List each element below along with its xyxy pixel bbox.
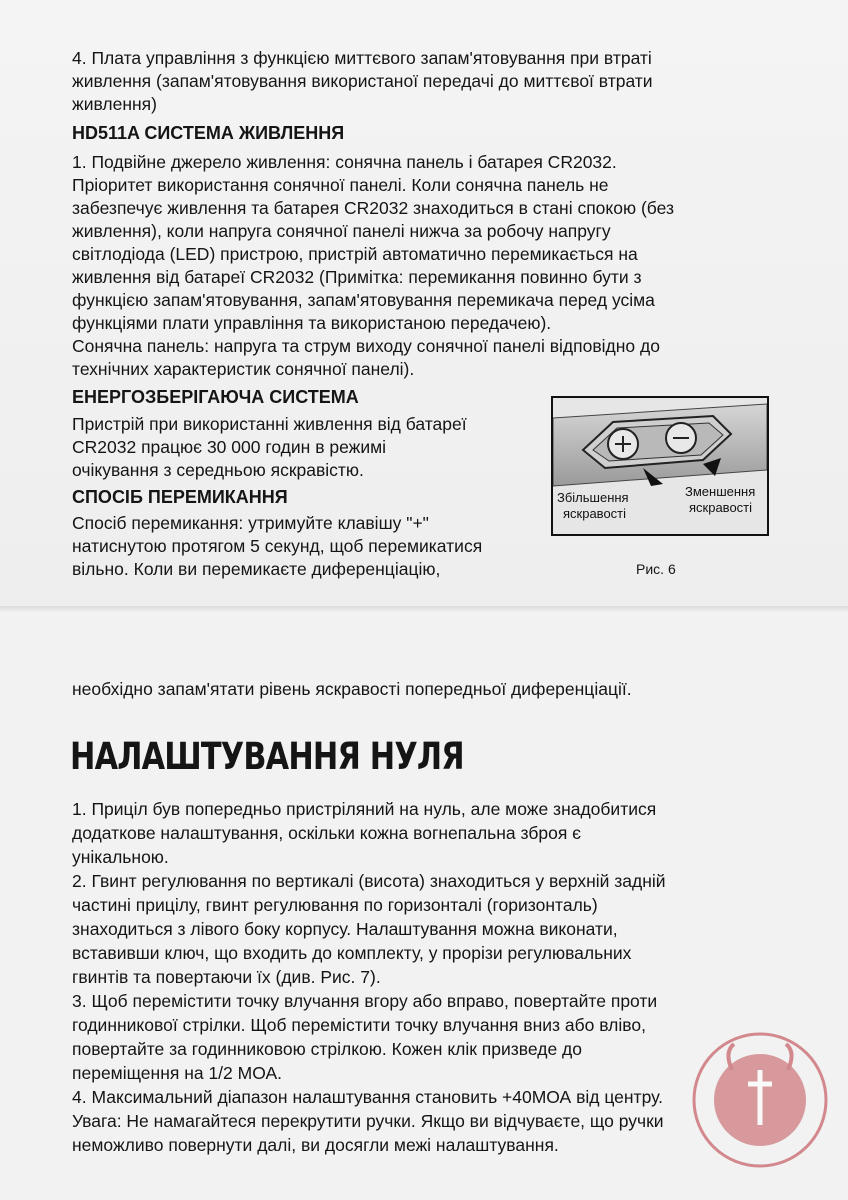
zero-line: 1. Приціл був попередньо пристріляний на нуль, але може знадобитися [72,799,657,819]
item4-line: живлення) [72,94,157,114]
energy-heading: ЕНЕРГОЗБЕРІГАЮЧА СИСТЕМА [72,387,359,407]
brightness-buttons-illustration [553,398,767,534]
power-line: забезпечує живлення та батарея CR2032 знаходиться в стані спокою (без [72,198,674,218]
increase-label-1: Збільшення [557,490,629,505]
zero-line: 3. Щоб перемістити точку влучання вгору або вправо, повертайте проти [72,991,658,1011]
power-line: технічних характеристик сонячної панелі). [72,359,415,379]
item4-line: живлення (запам'ятовування використаної передачі до миттєвої втрати [72,71,653,91]
power-heading: HD511A СИСТЕМА ЖИВЛЕННЯ [72,123,345,143]
switch-line: Спосіб перемикання: утримуйте клавішу "+" [72,513,429,533]
zero-line: неможливо повернути далі, ви досягли межі налаштування. [72,1135,559,1155]
switch-heading: СПОСІБ ПЕРЕМИКАННЯ [72,487,288,507]
increase-label-2: яскравості [563,506,627,521]
zero-line: гвинтів та повертаючи їх (див. Рис. 7). [72,967,381,987]
zero-heading: НАЛАШТУВАННЯ НУЛЯ [70,735,464,778]
zero-line: унікальною. [72,847,169,867]
zero-line: 2. Гвинт регулювання по вертикалі (висота) знаходиться у верхній задній [72,871,666,891]
watermark-seal-logo [690,1030,830,1170]
zero-line: частині прицілу, гвинт регулювання по горизонталі (горизонталь) [72,895,598,915]
brightness-buttons-figure [551,396,769,536]
zero-line: повертайте за годинниковою стрілкою. Кожен клік призведе до [72,1039,582,1059]
power-line: живлення від батареї CR2032 (Примітка: перемикання повинно бути з [72,267,642,287]
zero-line: додаткове налаштування, оскільки кожна вогнепальна зброя є [72,823,582,843]
power-line: функцією запам'ятовування, запам'ятовування перемикача перед усіма [72,290,655,310]
decrease-label-2: яскравості [689,500,753,515]
energy-line: Пристрій при використанні живлення від батареї [72,414,467,434]
power-line: живлення), коли напруга сонячної панелі нижча за робочу напругу [72,221,611,241]
zero-line: годинникової стрілки. Щоб перемістити точку влучання вниз або вліво, [72,1015,646,1035]
power-line: Сонячна панель: напруга та струм виходу сонячної панелі відповідно до [72,336,660,356]
zero-line: 4. Максимальний діапазон налаштування становить +40МОА від центру. [72,1087,663,1107]
zero-line: знаходиться з лівого боку корпусу. Налаштування можна виконати, [72,919,618,939]
power-line: Пріоритет використання сонячної панелі. Коли сонячна панель не [72,175,609,195]
switch-line: натиснутою протягом 5 секунд, щоб перемикатися [72,536,483,556]
energy-line: CR2032 працює 30 000 годин в режимі [72,437,387,457]
power-line: функціями плати управління та використаною передачею). [72,313,552,333]
item4-line: 4. Плата управління з функцією миттєвого запам'ятовування при втраті [72,48,652,68]
continuation-line: необхідно запам'ятати рівень яскравості попередньої диференціації. [72,679,632,699]
power-line: світлодіода (LED) пристрою, пристрій автоматично перемикається на [72,244,638,264]
zero-line: вставивши ключ, що входить до комплекту, у прорізи регулювальних [72,943,632,963]
power-line: 1. Подвійне джерело живлення: сонячна панель і батарея CR2032. [72,152,617,172]
energy-line: очікування з середньою яскравістю. [72,460,364,480]
page-fold [0,606,848,614]
switch-line: вільно. Коли ви перемикаєте диференціацію, [72,559,441,579]
zero-line: Увага: Не намагайтеся перекрутити ручки. Якщо ви відчуваєте, що ручки [72,1111,664,1131]
decrease-label-1: Зменшення [685,484,756,499]
figure-caption: Рис. 6 [636,561,676,577]
zero-line: переміщення на 1/2 МОА. [72,1063,282,1083]
